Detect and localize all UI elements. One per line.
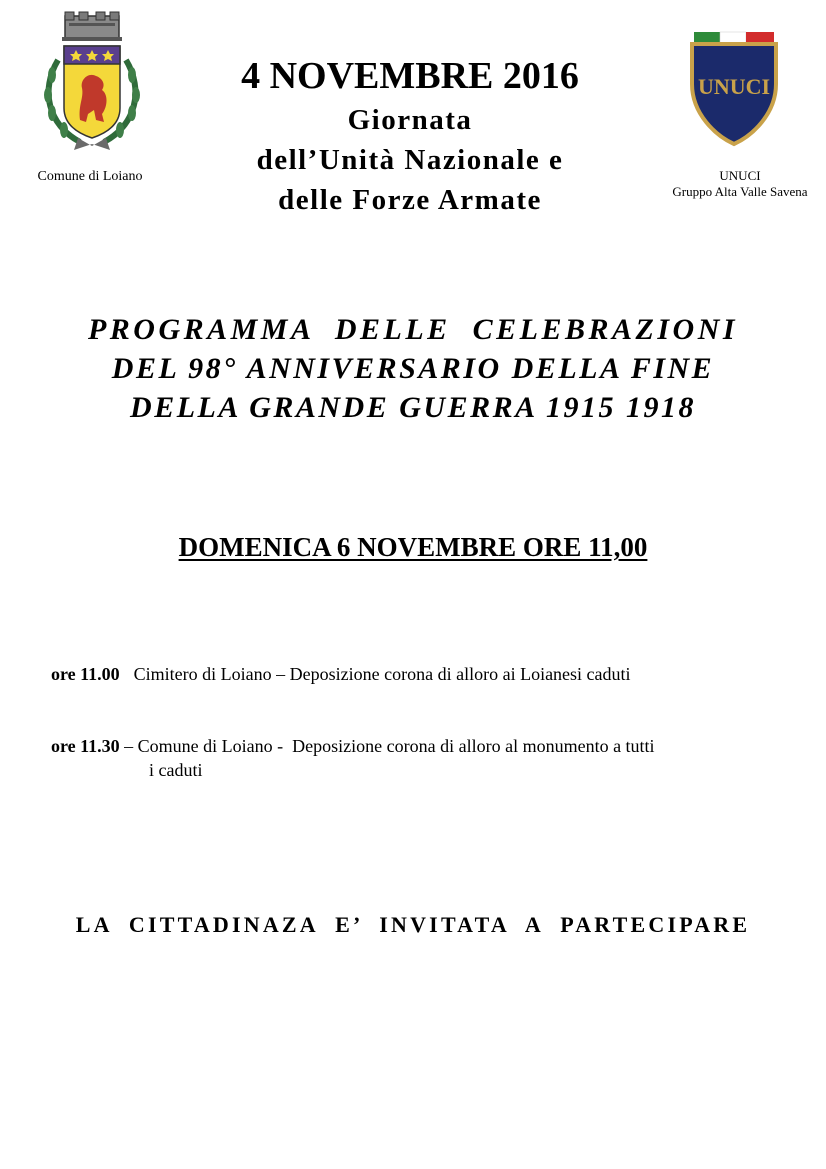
unuci-caption-line2: Gruppo Alta Valle Savena	[672, 184, 808, 199]
comune-caption: Comune di Loiano	[37, 169, 143, 184]
date-title: 4 NOVEMBRE 2016	[241, 55, 579, 97]
schedule-item	[51, 734, 791, 758]
program-heading-line1: PROGRAMMA DELLE CELEBRAZIONI	[87, 313, 739, 346]
unuci-crest-icon	[686, 28, 782, 148]
invitation-text: LA CITTADINAZA E’ INVITATA A PARTECIPARE	[75, 912, 751, 937]
schedule-item	[51, 662, 791, 686]
schedule-desc: – Comune di Loiano - Deposizione corona di alloro al monumento a tutti	[119, 736, 655, 756]
subtitle-line3: delle Forze Armate	[278, 184, 542, 216]
program-heading-line3: DELLA GRANDE GUERRA 1915 1918	[130, 391, 696, 424]
schedule-time: ore 11.30	[51, 736, 120, 756]
subtitle-line2: dell’Unità Nazionale e	[256, 144, 564, 176]
subtitle-line1: Giornata	[347, 104, 473, 136]
program-heading-line2: DEL 98° ANNIVERSARIO DELLA FINE	[111, 352, 715, 385]
schedule-time: ore 11.00	[51, 664, 120, 684]
loiano-crest-icon	[38, 10, 146, 158]
unuci-caption	[655, 168, 825, 200]
event-day-heading	[20, 532, 806, 563]
schedule-desc: Cimitero di Loiano – Deposizione corona di alloro ai Loianesi caduti	[133, 664, 631, 684]
event-day-text: DOMENICA 6 NOVEMBRE ORE 11,00	[178, 532, 648, 562]
unuci-caption-line1: UNUCI	[719, 168, 761, 183]
unuci-crest-lettering: UNUCI	[697, 74, 771, 99]
schedule-desc-continued: i caduti	[149, 760, 203, 780]
